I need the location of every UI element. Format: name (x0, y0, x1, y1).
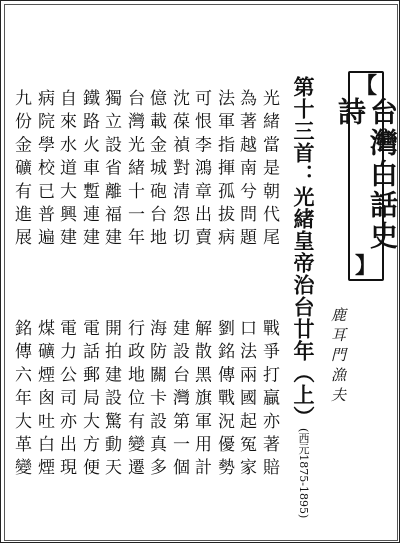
upper-column-8: 獨立設省離福建 (101, 89, 121, 252)
lower-column-11: 煤礦煙囪吐白煙 (34, 319, 54, 482)
upper-column-4: 可恨李鴻章出賣 (191, 89, 211, 252)
lower-column-1: 戰爭打贏亦著賠 (259, 319, 279, 482)
upper-column-3: 法軍指揮孤拔病 (214, 89, 234, 252)
title-bracket-bottom: 】 (354, 253, 377, 279)
poem-title-main: 第十三首：光緒皇帝治台廿年（上） (291, 76, 316, 428)
lower-column-3: 劉銘傳戰況優勢 (214, 319, 234, 482)
author-name: 鹿耳門漁夫 (329, 307, 347, 407)
upper-column-1: 光緒當是朝代尾 (259, 89, 279, 252)
upper-column-10: 自來水道大興建 (56, 89, 76, 252)
poem-title (291, 76, 315, 518)
upper-column-11: 病院學校已普遍 (34, 89, 54, 252)
upper-column-6: 億載金城砲台地 (146, 89, 166, 252)
upper-column-9: 鐵路火車蹔連建 (79, 89, 99, 252)
upper-column-12: 九份金礦有進展 (11, 89, 31, 252)
lower-column-7: 行政地位有變遷 (124, 319, 144, 482)
upper-column-7: 台灣光緒十一年 (124, 89, 144, 252)
lower-column-9: 電話郵局大方便 (79, 319, 99, 482)
series-title: 台灣白話史詩 (334, 97, 399, 252)
lower-column-4: 解散黑旗軍用計 (191, 319, 211, 482)
series-title-box (334, 71, 399, 281)
lower-column-2: 口法兩國起冤家 (236, 319, 256, 482)
lower-column-6: 海防關卡設真多 (146, 319, 166, 482)
poem-title-years: (西元1875-1895) (297, 428, 310, 519)
lower-column-5: 建設台灣第一個 (169, 319, 189, 482)
title-bracket-top: 【 (354, 73, 377, 99)
lower-column-12: 銘傳六年大革變 (11, 319, 31, 482)
lower-column-10: 電力公司亦出現 (56, 319, 76, 482)
lower-column-8: 開拍建設驚動天 (101, 319, 121, 482)
upper-column-2: 為著越南兮問題 (236, 89, 256, 252)
upper-column-5: 沈葆禎對清怨切 (169, 89, 189, 252)
